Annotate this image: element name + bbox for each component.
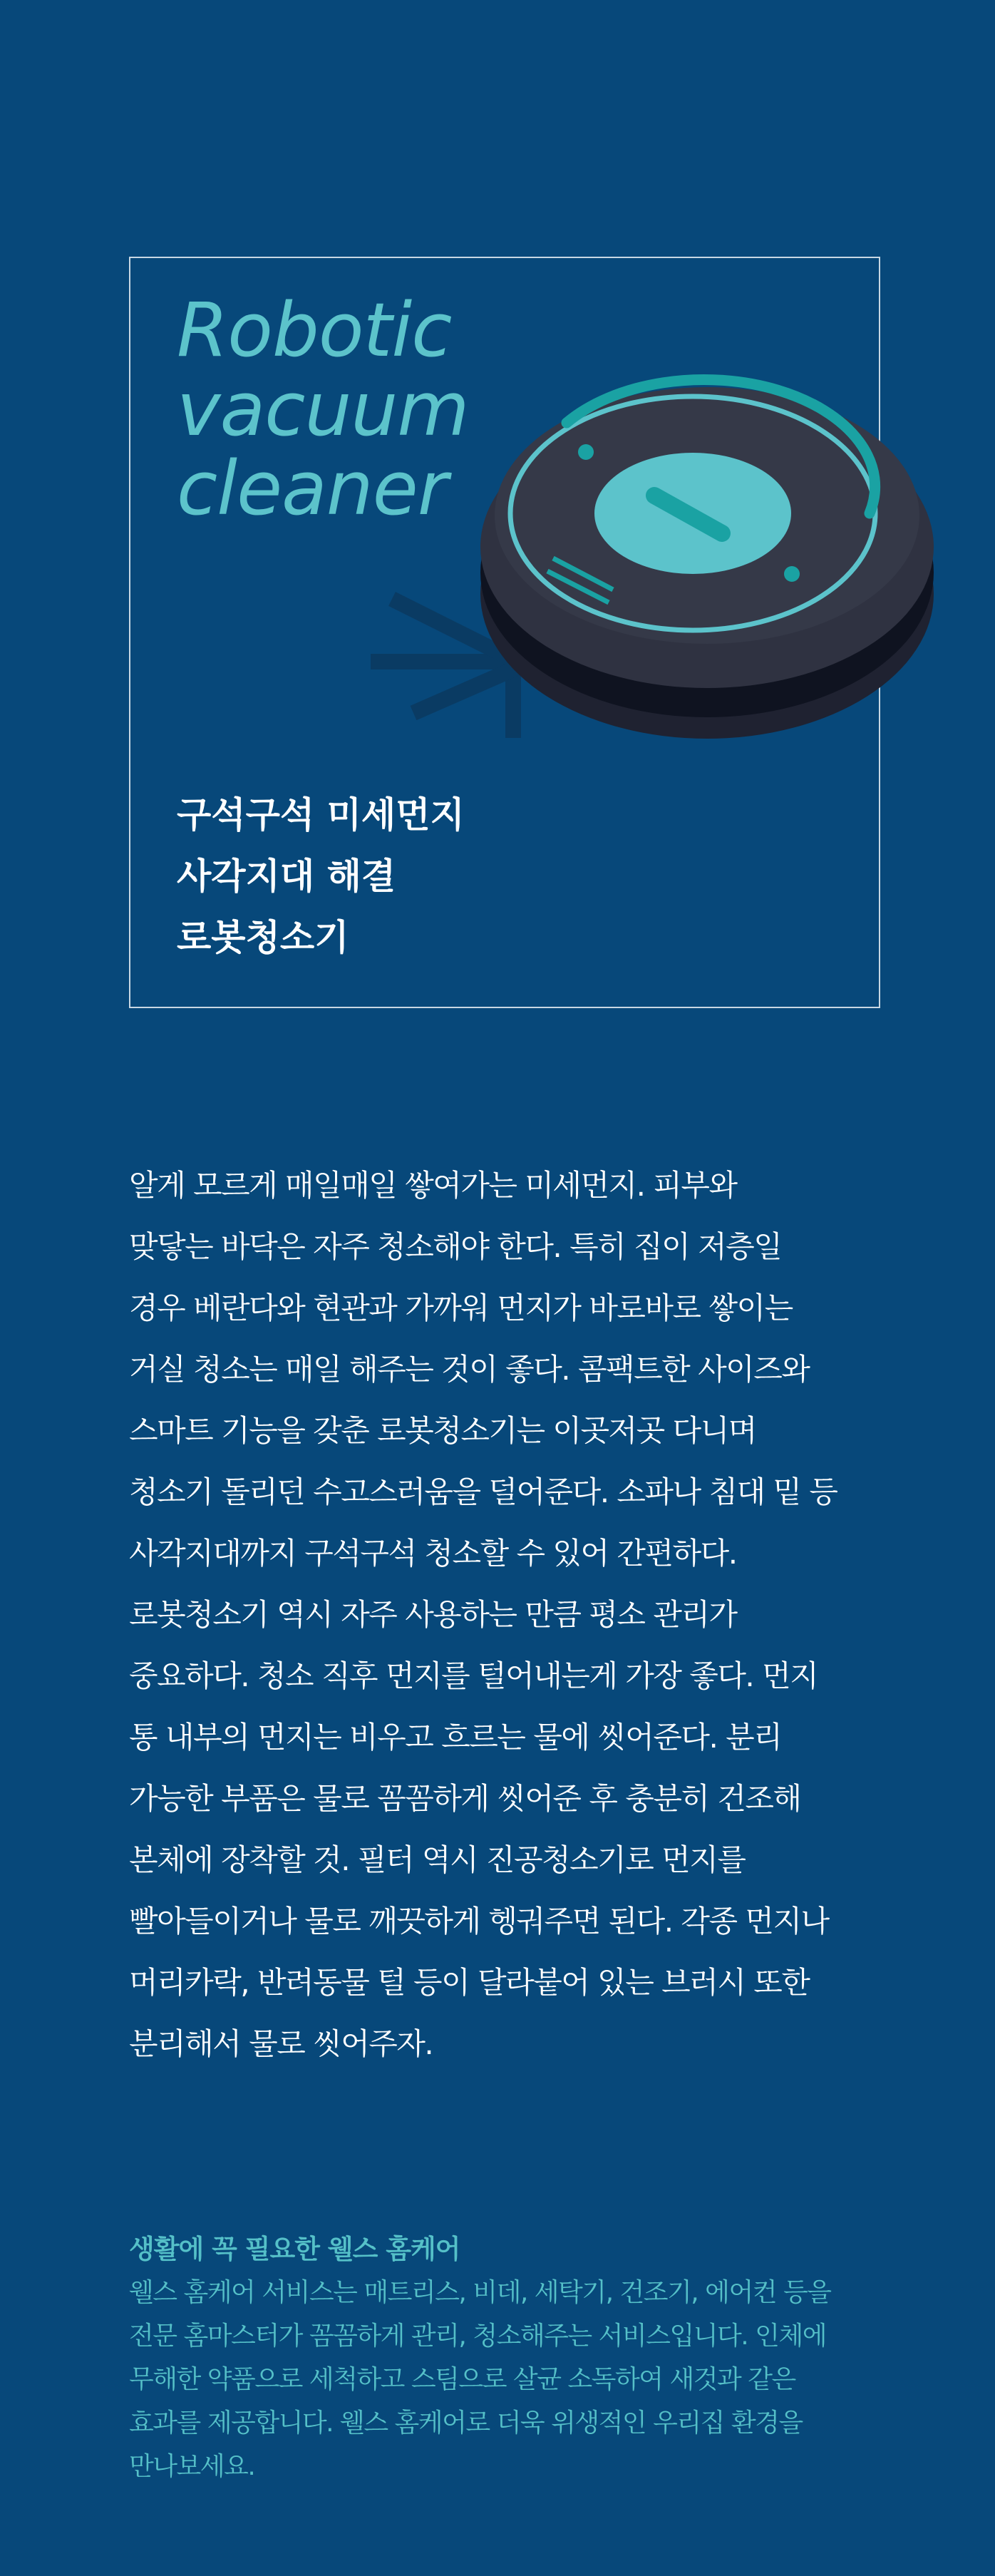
article-line: 본체에 장착할 것. 필터 역시 진공청소기로 먼지를 [129,1842,746,1877]
article-body [129,1155,949,2075]
article-line: 분리해서 물로 씻어주자. [129,2026,433,2061]
english-title-line-2: vacuum [177,366,469,453]
article-line: 스마트 기능을 갖춘 로봇청소기는 이곳저곳 다니며 [129,1413,756,1448]
article-line: 경우 베란다와 현관과 가까워 먼지가 바로바로 쌓이는 [129,1290,793,1325]
article-line: 로봇청소기 역시 자주 사용하는 만큼 평소 관리가 [129,1597,737,1632]
korean-title-line-1: 구석구석 미세먼지 [177,794,465,836]
robot-indicator-dot-top [578,444,594,460]
article-line: 맞닿는 바닥은 자주 청소해야 한다. 특히 집이 저층일 [129,1229,782,1264]
footer-line: 웰스 홈케어 서비스는 매트리스, 비데, 세탁기, 건조기, 에어컨 등을 [129,2278,831,2307]
article-line: 통 내부의 먼지는 비우고 흐르는 물에 씻어준다. 분리 [129,1720,782,1755]
robot-indicator-dot-bottom [784,566,800,582]
footer-line: 효과를 제공합니다. 웰스 홈케어로 더욱 위생적인 우리집 환경을 [129,2408,803,2438]
footer-heading: 생활에 꼭 필요한 웰스 홈케어 [129,2234,460,2264]
article-line: 거실 청소는 매일 해주는 것이 좋다. 콤팩트한 사이즈와 [129,1352,810,1387]
footer-line: 전문 홈마스터가 꼼꼼하게 관리, 청소해주는 서비스입니다. 인체에 [129,2321,826,2351]
article-line: 가능한 부품은 물로 꼼꼼하게 씻어준 후 충분히 건조해 [129,1781,801,1816]
robot-vacuum-icon [356,356,955,756]
footer-line: 만나보세요. [129,2452,255,2481]
article-line: 사각지대까지 구석구석 청소할 수 있어 간편하다. [129,1536,737,1571]
footer-line: 무해한 약품으로 세척하고 스팀으로 살균 소독하여 새것과 같은 [129,2365,795,2394]
korean-title-line-3: 로봇청소기 [177,917,349,958]
robot-body [480,379,934,739]
article-line: 청소기 돌리던 수고스러움을 덜어준다. 소파나 침대 밑 등 [129,1474,837,1509]
article-line: 빨아들이거나 물로 깨끗하게 헹궈주면 된다. 각종 먼지나 [129,1904,829,1939]
footer-description [129,2271,949,2488]
korean-title [177,784,465,968]
english-title-line-1: Robotic [177,287,452,374]
article-line: 중요하다. 청소 직후 먼지를 털어내는게 가장 좋다. 먼지 [129,1658,818,1693]
english-title-line-3: cleaner [177,445,448,532]
korean-title-line-2: 사각지대 해결 [177,856,396,897]
article-line: 머리카락, 반려동물 털 등이 달라붙어 있는 브러시 또한 [129,1965,810,2000]
article-line: 알게 모르게 매일매일 쌓여가는 미세먼지. 피부와 [129,1168,737,1203]
